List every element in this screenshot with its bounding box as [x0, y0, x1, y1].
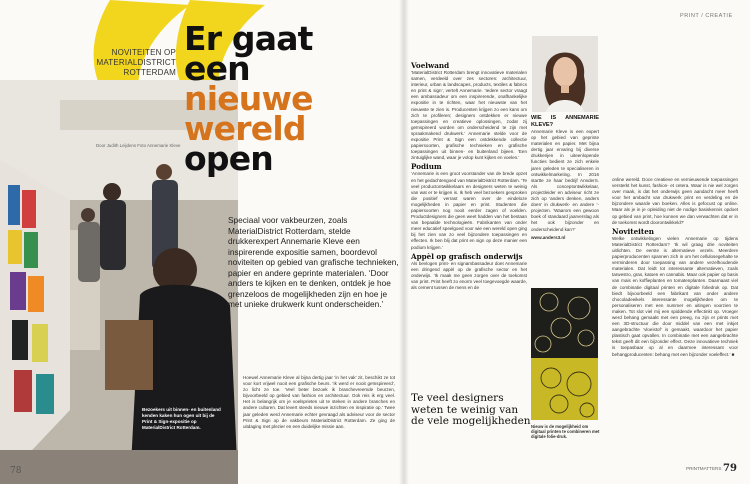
article-kicker: NOVITEITEN OP MATERIALDISTRICT ROTTERDAM [96, 48, 176, 77]
left-page-number: 78 [10, 466, 22, 476]
photo-caption: Bezoekers uit binnen- en buitenland kenden kaken hun ogen uit bij de Print & Sign-expositie op MaterialDistrict Rotterdam. [142, 407, 221, 430]
section-label: PRINT / CREATIE [680, 13, 733, 19]
sidebar-website-link[interactable]: www.anders3.nl [531, 234, 566, 240]
subheading-voelwand: Voelwand [411, 61, 450, 70]
col2-text-2-body: Welke ontwikkelingen vielen Annemarie op tijdens MaterialDistrict Rotterdam? ‘Ik wil graag drie noviteiten uitlichten. De eerste is alternatieve vezels. Meerdere papierproducenten spannen zich in om het cellulosegehalte te verminderen door toepassing van andere vezelhoudende materialen. Dat leidt tot interessante alternatieven, zoals tarwestro, gras, katoen en cannabis. Maar ook papier op basis van mais en koffieplanten en tomatenplanten. Daarnaast viel de combinatie digitaal printen en digitale foliedruk op. Dat biedt bijvoorbeeld een fabrikant van onder andere chocoladeeikels interessante mogelijkheden om te personaliseren met een nummer en uitingen voorzien te maken. Tot slot viel mij een spiddende effectinkt op. Vroeger werd behang gemaakt met een preeg, nu zijn er prints met een 3D-structuur die door middel van een met inkjet aangebrachte ‘vloeistof’ is gemaakt, waardoor het papier plastisch gaat opvallen. In combinatie met een aangebrachte tekst geeft dit een bijzonder effect. Deze innovatieve techniek is toepasbaar op al en daarmee interessant voor behangproducenten: behang met een bijzonder voeleffect.’ [612, 235, 738, 357]
intro-paragraph: Speciaal voor vakbeurzen, zoals MaterialDistrict Rotterdam, stelde drukkerexpert Annemarie Kleve een inspirerende expositie samen, boordevol noviteiten op gebied van grafische technieken, papier en andere geprinte materialen. ‘Door anders te kijken en te denken, ontdek je hoe grenzeloos de mogelijkheden zijn en hoe je met unieke drukwerk kunt onderscheiden.’ [228, 215, 399, 309]
headline-line-5: open [184, 139, 273, 178]
pull-quote: Te veel designers weten te weinig van de vele mogelijkheden [411, 392, 531, 427]
headline-line-2: een [184, 49, 250, 88]
article-headline [184, 19, 384, 178]
end-mark-icon: ■ [731, 351, 735, 357]
headline-line-4: wereld [184, 109, 306, 148]
col2-text-2 [612, 236, 738, 358]
foil-print-image [531, 288, 598, 420]
sidebar-title: WIE IS ANNEMARIE KLEVE? [531, 115, 599, 128]
page-gutter [399, 0, 409, 484]
sidebar-box [531, 115, 599, 241]
right-page-number: 79 [723, 463, 737, 474]
subheading-appel: Appèl op grafisch onderwijs [411, 251, 523, 261]
right-column-1 [411, 60, 527, 291]
left-body-text: Hoewel Annemarie Kleve al bijna dertig jaar ‘in het vak’ zit, beschikt ze tot voor kort vrijwel nooit een grafische beurs. ‘Ik werd er nooit geïnspireerd’, zo licht ze toe. ‘Veel beter bezoek ik branchevreemde beurzen, bijvoorbeeld op gebied van fashion en architectuur. Ook reis ik erg veel. Het is belangrijk om je voelsprieten uit te steken in andere branches en andere culturen. Dat levert steeds nieuwe inzichten en inspiratie op.’ Twee jaar geleden werd Annemarie echter gevraagd als adviseur voor de sector Print & Sign op de vakbeurs MaterialDistrict Rotterdam. Ze ging de uitdaging met plezier en een duidelijke missie aan. [243, 375, 395, 429]
headline-line-3: nieuwe [184, 79, 313, 118]
subheading-noviteiten: Noviteiten [612, 226, 655, 236]
left-body-column [243, 375, 395, 430]
col1-text-1: ‘MaterialDistrict Rotterdam brengt innovatieve materialen samen, verdeeld over zes sectoren: architectuur, interieur, urban & landscapes, products, textiles & fabrics en print & sign’, vertelt Annemarie. ‘Iedere sector vraagt een ambassadeur om een inspirerende, onafhankelijke expositie in te richten, waar het nieuwste van het nieuwste te zien is. Producenten krijgen zo een kans om zich te profileren; designers ontdekken er nieuwe toepassingen en creatieve oplossingen, zodat zij geïnspireerd worden om onderscheidend te zijn met spraakmakend drukwerk.’ Annemarie stelde voor de expositie Print & Sign een ontdekkende collectie papiersoorten, grafische technieken en grafische toepassingen uit binnen- en buitenland bijeen. ‘Een zintuiglijke wand, waar je volop kunt kijken en voelen.’ [411, 70, 527, 161]
col1-text-3: Als bevlogen print- en signambassadeur doet Annemarie een dringend appèl op de grafische sector en het onderwijs. ‘Ik maak me geen zorgen over de toekomst van print. Print heeft zo enorm veel toegevoegde waarde, als cement tussen de mens en de [411, 260, 527, 290]
sidebar-text: Annemarie Kleve is een expert op het gebied van geprinte materialen en papier. Met bijna dertig jaar ervaring bij diverse drukkerijen in uiteenlopende functies bedient ze zich enkele jaren geleden te specialiseren in ontwikkelmarketing. In 2016 startte ze haar bedrijf AnnderS. Als conceptontwikkelaar, projectleider en adviseur richt ze zich op ‘anders denken, anders doen’ in drukwerk- en andere ‘-projecten. ‘Waarom een gewoon boek of standaard jaarverslag als het ook bijzonder en onderscheidend kan?’ [531, 129, 599, 232]
foil-image-caption: Nieuw is de mogelijkheid om digitaal printen te combineren met digitale folie-druk. [531, 424, 600, 440]
byline: Door Judith Leijdens Foto Annemarie Kleve [96, 143, 181, 148]
col2-text-1: online wereld. Doce creatieve en vernieuwende toepassingen versterkt het kunst, fashion- et cetera. Waar is nie wel zorgen over maak, is dat het onderwijs geen aandacht meer heeft voor het ambacht van drukwerk print en verdeling en de bijzondere waarde van boeken. Alles is gefocust op online. Maar als je in je opleiding niet de nodige basiskennis opdoet op gebied van print, hoe kunnen we dan verwachten dat er in de toekomst wordt doorontwikkeld?’ [612, 177, 738, 225]
right-column-2 [612, 177, 738, 358]
col1-text-2: ‘Annemarie is een groot voorstander van de brede opzet en het gedachtengoed van MaterialDistrict Rotterdam. ‘Te veel productontwikkelaars en designers weten te weinig van wat er te krijgen is. Ik heb veel bezoekers gesproken die positief verrast waren over de eindeloze mogelijkheden in papier en print. Studenten die papiersoorten nog nooit eerder zagen of voelden. Productdesigners die geen weet hadden van het bestaan van bepaalde technologieën. Fabrikanten van onder meer educatief speelgoed voor wie een wereld open ging bij het zien van zo veel bijzondere toepassingen en effecten. Ik ben blij dat print en sign op deze manier een podium krijgen.’ [411, 171, 528, 250]
headline-line-1: Er gaat [184, 19, 313, 58]
author-portrait [532, 36, 598, 112]
footer-label: PRINTMATTERS [686, 466, 722, 471]
subheading-podium: Podium [411, 162, 442, 172]
